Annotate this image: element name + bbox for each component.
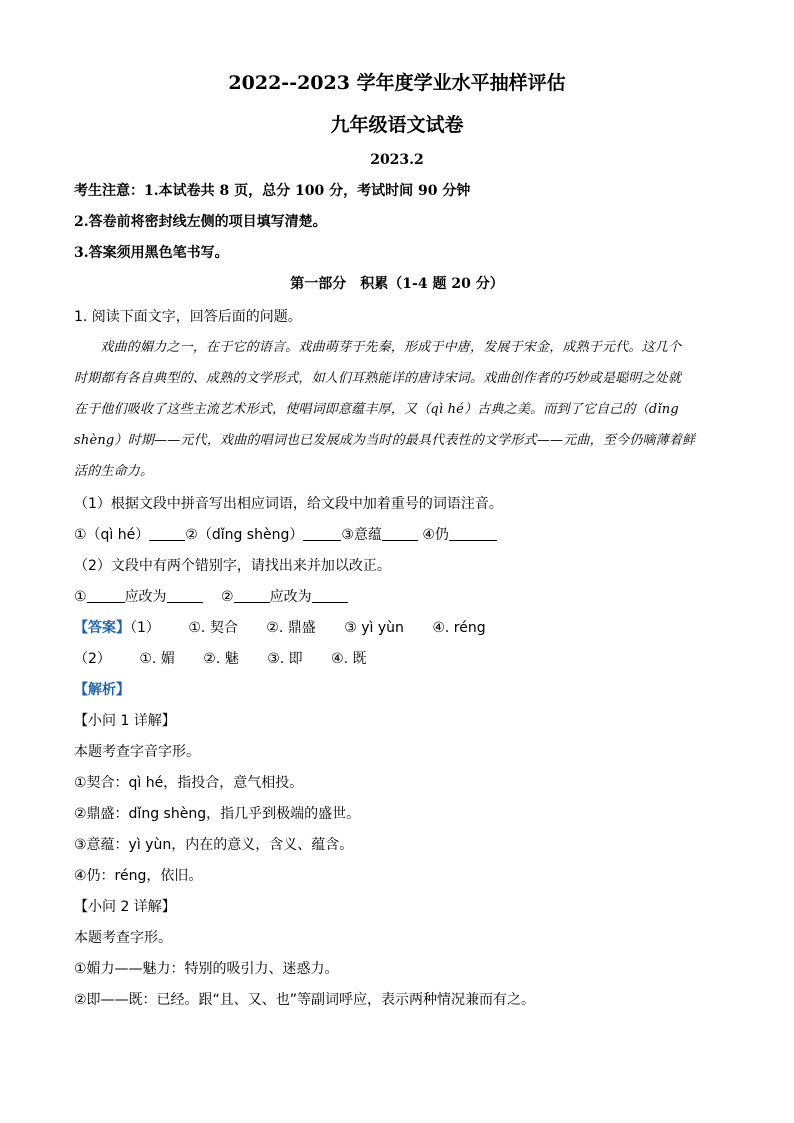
answer-blank-4[interactable] — [449, 526, 497, 541]
answer-line-1 — [74, 618, 486, 638]
analysis-label: 【解析】 — [74, 682, 130, 698]
sub-question-1-blanks — [74, 525, 497, 545]
answer-2-2: ②. 魅 — [203, 651, 239, 667]
answer-part-2-label: （2） — [74, 651, 111, 667]
answer-label: 【答案】 — [74, 620, 130, 636]
passage-line-2: 时期都有各自典型的、成熟的文学形式，如人们耳熟能详的唐诗宋词。戏曲创作者的巧妙或是聪明之处就 — [74, 371, 682, 386]
correction-mid-2: 应改为 — [269, 589, 312, 605]
section-title: 第一部分 积累（1-4 题 20 分） — [290, 276, 504, 292]
answer-2-3: ③. 即 — [267, 651, 303, 667]
correction-label-2: ② — [221, 589, 234, 605]
notice-line-3: 3.答案须用黑色笔书写。 — [74, 245, 229, 261]
passage-line-5: 活的生命力。 — [74, 464, 154, 479]
analysis-sub-2-item: ①媚力——魅力：特别的吸引力、迷惑力。 — [74, 961, 339, 977]
question-1-prompt: 1. 阅读下面文字，回答后面的问题。 — [74, 309, 302, 325]
answer-blank-1[interactable] — [149, 526, 185, 541]
analysis-sub-1-item: ④仍：réng，依旧。 — [74, 868, 203, 884]
answer-blank-2[interactable] — [303, 526, 341, 541]
analysis-sub-1-item: ②鼎盛：dǐng shèng，指几乎到极端的盛世。 — [74, 806, 361, 822]
sub-question-1-prompt: （1）根据文段中拼音写出相应词语，给文段中加着重号的词语注音。 — [74, 496, 503, 512]
answer-blank-3[interactable] — [382, 526, 418, 541]
blank-label-3: ③意蕴 — [341, 527, 382, 543]
correction-wrong-1[interactable] — [87, 588, 125, 603]
analysis-sub-2-intro: 本题考查字形。 — [74, 930, 172, 946]
passage-line-1: 戏曲的媚力之一，在于它的语言。戏曲萌芽于先秦，形成于中唐，发展于宋金，成熟于元代。这几个 — [74, 340, 682, 355]
answer-line-2 — [74, 649, 367, 669]
passage-line-3: 在于他们吸收了这些主流艺术形式，使唱词即意蕴丰厚，又（qì hé）古典之美。而到了它自己的（dǐng — [74, 402, 679, 417]
sub-question-2-prompt: （2）文段中有两个错别字，请找出来并加以改正。 — [74, 558, 391, 574]
notice-line-1: 考生注意：1.本试卷共 8 页，总分 100 分，考试时间 90 分钟 — [74, 183, 471, 199]
correction-right-2[interactable] — [312, 588, 348, 603]
exam-subtitle: 九年级语文试卷 — [330, 114, 464, 136]
answer-1-3: ③ yì yùn — [344, 620, 404, 636]
blank-label-2: ②（dǐng shèng） — [185, 527, 304, 543]
answer-2-4: ④. 既 — [331, 651, 367, 667]
answer-1-2: ②. 鼎盛 — [266, 620, 316, 636]
answer-2-1: ①. 媚 — [139, 651, 175, 667]
analysis-sub-1-intro: 本题考查字音字形。 — [74, 744, 200, 760]
answer-part-1-label: （1） — [130, 620, 160, 636]
notice-line-2: 2.答卷前将密封线左侧的项目填写清楚。 — [74, 214, 327, 230]
correction-right-1[interactable] — [167, 588, 203, 603]
blank-label-1: ①（qì hé） — [74, 527, 150, 543]
answer-1-4: ④. réng — [432, 620, 486, 636]
analysis-sub-1-item: ①契合：qì hé，指投合，意气相投。 — [74, 775, 304, 791]
analysis-sub-2-item: ②即——既：已经。跟“且、又、也”等副词呼应，表示两种情况兼而有之。 — [74, 992, 536, 1008]
sub-question-2-blanks — [74, 587, 348, 607]
answer-1-1: ①. 契合 — [188, 620, 238, 636]
analysis-sub-1-title: 【小问 1 详解】 — [74, 713, 176, 729]
exam-date: 2023.2 — [370, 152, 424, 168]
analysis-sub-2-title: 【小问 2 详解】 — [74, 899, 176, 915]
analysis-sub-1-item: ③意蕴：yì yùn，内在的意义，含义、蕴含。 — [74, 837, 354, 853]
exam-title: 2022--2023 学年度学业水平抽样评估 — [228, 72, 566, 94]
passage-line-4: shèng）时期——元代，戏曲的唱词也已发展成为当时的最具代表性的文学形式——元曲，至今仍嘀薄着鲜 — [74, 433, 696, 448]
correction-wrong-2[interactable] — [234, 588, 270, 603]
correction-label-1: ① — [74, 589, 87, 605]
blank-label-4: ④仍 — [422, 527, 449, 543]
correction-mid-1: 应改为 — [124, 589, 167, 605]
